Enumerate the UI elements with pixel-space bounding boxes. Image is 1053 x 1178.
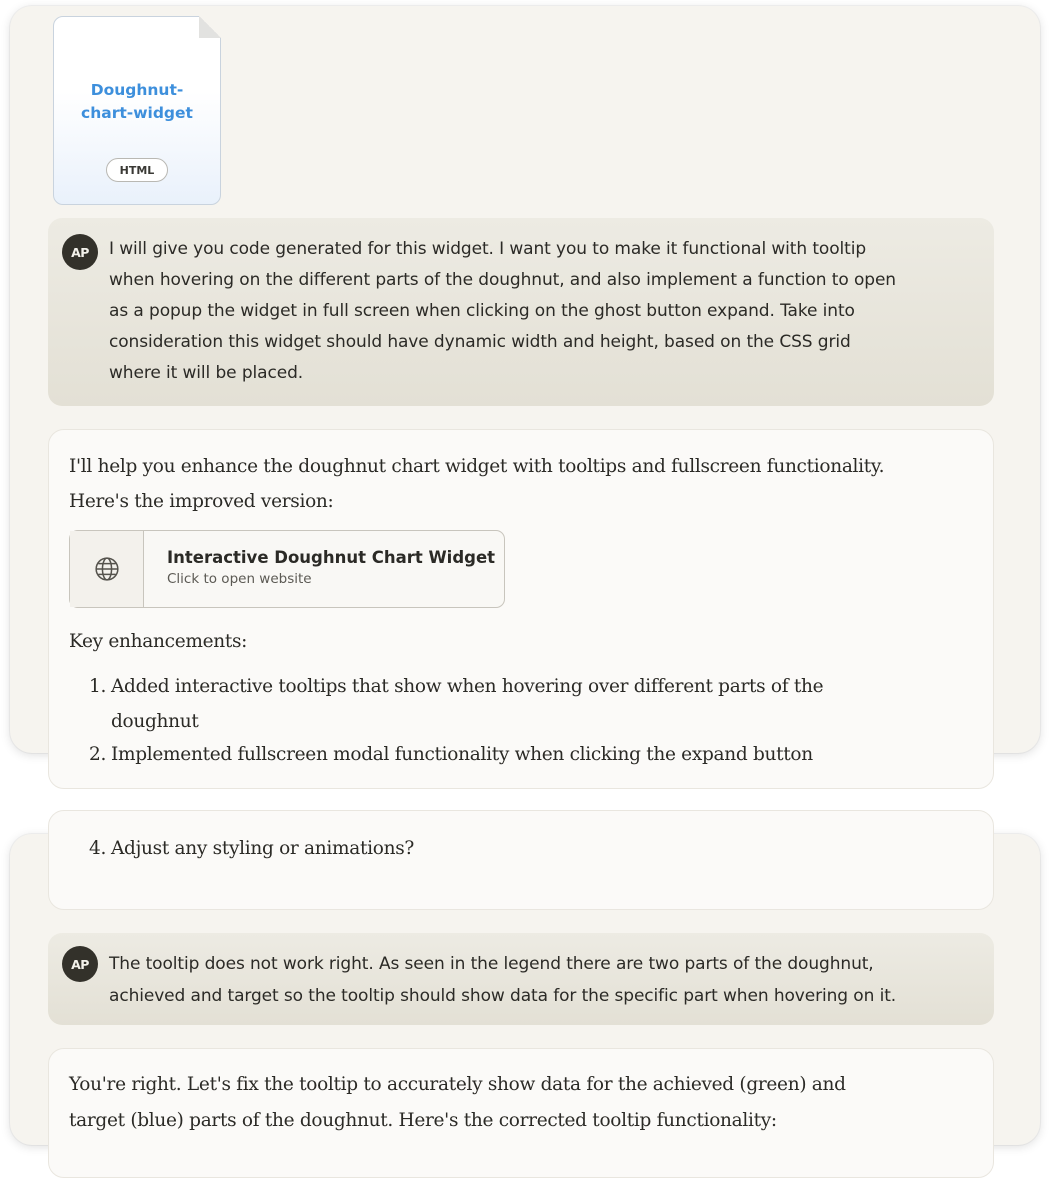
- page-fold-corner: [199, 16, 221, 38]
- user-message-line: when hovering on the different parts of the doughnut, and also implement a function to open: [109, 270, 896, 290]
- assistant-message-end: [48, 810, 994, 910]
- assistant-text-line: Here's the improved version:: [69, 491, 334, 512]
- user-message-line: as a popup the widget in full screen when clicking on the ghost button expand. Take into: [109, 301, 855, 321]
- attachment-card[interactable]: [53, 16, 221, 205]
- user-message-line: achieved and target so the tooltip should show data for the specific part when hovering on it.: [109, 986, 897, 1006]
- chat-panel-bottom: [10, 834, 1040, 1145]
- list-item-line: Added interactive tooltips that show when hovering over different parts of the: [111, 676, 824, 697]
- list-item-line: doughnut: [111, 711, 199, 732]
- list-number: 1.: [89, 676, 107, 697]
- assistant-text-line: You're right. Let's fix the tooltip to accurately show data for the achieved (green) and: [69, 1074, 846, 1095]
- list-number: 4.: [89, 838, 107, 859]
- section-heading: Key enhancements:: [69, 631, 248, 652]
- assistant-text-line: target (blue) parts of the doughnut. Here's the corrected tooltip functionality:: [69, 1110, 777, 1131]
- list-item: [111, 669, 823, 739]
- user-message-text: [109, 234, 972, 389]
- chat-panel-top: [10, 6, 1040, 765]
- user-avatar: AP: [62, 946, 98, 982]
- assistant-message: [48, 1048, 994, 1178]
- assistant-message: [48, 429, 994, 789]
- attachment-type-badge: HTML: [106, 158, 168, 182]
- list-item: Adjust any styling or animations?: [111, 838, 415, 859]
- assistant-intro: [69, 449, 884, 519]
- user-message-line: The tooltip does not work right. As seen in the legend there are two parts of the doughnut,: [109, 954, 874, 974]
- user-message: [48, 933, 994, 1025]
- artifact-card[interactable]: [69, 530, 505, 608]
- globe-icon: [94, 556, 120, 582]
- user-avatar: AP: [62, 234, 98, 270]
- user-message-text: [109, 948, 972, 1012]
- artifact-subtitle: Click to open website: [167, 571, 312, 587]
- attachment-title: Doughnut-chart-widget: [81, 81, 193, 122]
- list-item: Implemented fullscreen modal functionality when clicking the expand button: [111, 744, 813, 765]
- user-message-line: where it will be placed.: [109, 363, 304, 383]
- assistant-text-line: I'll help you enhance the doughnut chart widget with tooltips and fullscreen functionality.: [69, 456, 885, 477]
- user-message-line: I will give you code generated for this widget. I want you to make it functional with tooltip: [109, 239, 867, 259]
- assistant-text: [69, 1067, 846, 1139]
- user-message-line: consideration this widget should have dynamic width and height, based on the CSS grid: [109, 332, 851, 352]
- user-message: [48, 218, 994, 406]
- list-number: 2.: [89, 744, 107, 765]
- artifact-title: Interactive Doughnut Chart Widget: [167, 548, 496, 567]
- artifact-icon-cell: [70, 531, 144, 607]
